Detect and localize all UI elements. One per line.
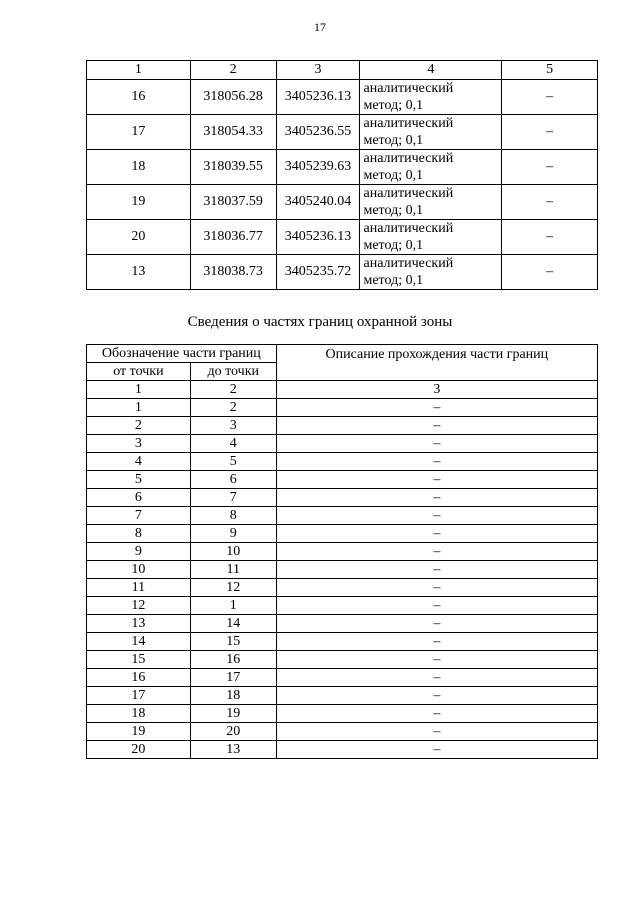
table-row bbox=[87, 615, 598, 633]
table-row bbox=[87, 741, 598, 759]
table-cell: – bbox=[502, 255, 598, 290]
table-cell: 318056.28 bbox=[190, 80, 276, 115]
method-line: аналитический bbox=[363, 256, 454, 271]
table-row bbox=[87, 525, 598, 543]
table-cell: – bbox=[276, 633, 597, 651]
header-group-cell: Обозначение части границ bbox=[87, 345, 277, 363]
table-cell: 318036.77 bbox=[190, 220, 276, 255]
table-row bbox=[87, 687, 598, 705]
table-cell: 3405236.13 bbox=[276, 80, 360, 115]
table-row bbox=[87, 489, 598, 507]
method-line: метод; 0,1 bbox=[363, 168, 424, 183]
column-number: 3 bbox=[276, 381, 597, 399]
table-row bbox=[87, 633, 598, 651]
table-cell: – bbox=[276, 705, 597, 723]
method-cell bbox=[360, 150, 502, 185]
table-cell: 18 bbox=[87, 150, 191, 185]
table-row bbox=[87, 579, 598, 597]
table-row bbox=[87, 597, 598, 615]
table-cell: 16 bbox=[190, 651, 276, 669]
table-cell: 19 bbox=[87, 185, 191, 220]
table-cell: 13 bbox=[87, 615, 191, 633]
table-cell: – bbox=[276, 651, 597, 669]
table-cell: 7 bbox=[190, 489, 276, 507]
table-cell: 12 bbox=[87, 597, 191, 615]
method-line: аналитический bbox=[363, 116, 454, 131]
table-cell: 3405240.04 bbox=[276, 185, 360, 220]
table-cell: 318037.59 bbox=[190, 185, 276, 220]
method-cell bbox=[360, 220, 502, 255]
table-cell: 3405236.13 bbox=[276, 220, 360, 255]
table-cell: 318039.55 bbox=[190, 150, 276, 185]
table-row bbox=[87, 723, 598, 741]
table-row bbox=[87, 471, 598, 489]
table-cell: 11 bbox=[190, 561, 276, 579]
table-cell: 1 bbox=[190, 597, 276, 615]
table-row bbox=[87, 669, 598, 687]
table-cell: 20 bbox=[190, 723, 276, 741]
table-cell: 17 bbox=[87, 115, 191, 150]
table-header-row bbox=[87, 345, 598, 363]
table-cell: 15 bbox=[87, 651, 191, 669]
table-header-row bbox=[87, 61, 598, 80]
header-from-cell: от точки bbox=[87, 363, 191, 381]
table-cell: 19 bbox=[190, 705, 276, 723]
table-cell: 3405235.72 bbox=[276, 255, 360, 290]
table-row bbox=[87, 507, 598, 525]
table-row bbox=[87, 255, 598, 290]
table-cell: – bbox=[502, 220, 598, 255]
header-to-cell: до точки bbox=[190, 363, 276, 381]
table-row bbox=[87, 453, 598, 471]
table-cell: 11 bbox=[87, 579, 191, 597]
table-cell: 12 bbox=[190, 579, 276, 597]
table-cell: 3405236.55 bbox=[276, 115, 360, 150]
table-cell: 14 bbox=[87, 633, 191, 651]
method-line: аналитический bbox=[363, 221, 454, 236]
table-cell: 5 bbox=[87, 471, 191, 489]
method-line: метод; 0,1 bbox=[363, 98, 424, 113]
table-cell: – bbox=[502, 185, 598, 220]
table-cell: 318054.33 bbox=[190, 115, 276, 150]
method-cell bbox=[360, 255, 502, 290]
column-number: 2 bbox=[190, 381, 276, 399]
table-cell: 2 bbox=[87, 417, 191, 435]
table-number-row bbox=[87, 381, 598, 399]
table-cell: – bbox=[276, 435, 597, 453]
table-row bbox=[87, 705, 598, 723]
table-cell: 18 bbox=[87, 705, 191, 723]
table-cell: – bbox=[276, 471, 597, 489]
coordinates-table bbox=[86, 60, 598, 290]
method-line: аналитический bbox=[363, 186, 454, 201]
table-cell: 14 bbox=[190, 615, 276, 633]
method-cell bbox=[360, 80, 502, 115]
table-row bbox=[87, 115, 598, 150]
table-row bbox=[87, 399, 598, 417]
table-cell: 13 bbox=[87, 255, 191, 290]
table-cell: – bbox=[276, 723, 597, 741]
column-header: 5 bbox=[502, 61, 598, 80]
table-cell: 6 bbox=[87, 489, 191, 507]
table-cell: 9 bbox=[190, 525, 276, 543]
header-description-cell: Описание прохождения части границ bbox=[276, 345, 597, 381]
table-row bbox=[87, 417, 598, 435]
table-cell: – bbox=[276, 507, 597, 525]
table-cell: 8 bbox=[190, 507, 276, 525]
table-row bbox=[87, 150, 598, 185]
table-cell: 20 bbox=[87, 220, 191, 255]
table-cell: – bbox=[276, 687, 597, 705]
table-cell: – bbox=[276, 669, 597, 687]
method-line: метод; 0,1 bbox=[363, 133, 424, 148]
column-header: 1 bbox=[87, 61, 191, 80]
table-cell: 318038.73 bbox=[190, 255, 276, 290]
table-cell: 4 bbox=[87, 453, 191, 471]
table-row bbox=[87, 435, 598, 453]
table-cell: 5 bbox=[190, 453, 276, 471]
table-cell: – bbox=[276, 615, 597, 633]
table-cell: 3405239.63 bbox=[276, 150, 360, 185]
table-cell: 7 bbox=[87, 507, 191, 525]
table-cell: 8 bbox=[87, 525, 191, 543]
table-row bbox=[87, 543, 598, 561]
table-cell: 20 bbox=[87, 741, 191, 759]
table-cell: 15 bbox=[190, 633, 276, 651]
page-number: 17 bbox=[314, 20, 326, 34]
column-header: 4 bbox=[360, 61, 502, 80]
table-cell: 3 bbox=[190, 417, 276, 435]
table-cell: – bbox=[276, 561, 597, 579]
table-cell: 19 bbox=[87, 723, 191, 741]
table-cell: – bbox=[276, 525, 597, 543]
table-row bbox=[87, 561, 598, 579]
section-title: Сведения о частях границ охранной зоны bbox=[187, 314, 453, 330]
table-cell: 3 bbox=[87, 435, 191, 453]
table-cell: – bbox=[276, 741, 597, 759]
method-line: аналитический bbox=[363, 151, 454, 166]
table-cell: 13 bbox=[190, 741, 276, 759]
boundary-parts-table bbox=[86, 344, 598, 759]
table-row bbox=[87, 651, 598, 669]
table-cell: – bbox=[276, 453, 597, 471]
table-cell: 9 bbox=[87, 543, 191, 561]
table-cell: – bbox=[502, 80, 598, 115]
table-cell: 18 bbox=[190, 687, 276, 705]
method-line: аналитический bbox=[363, 81, 454, 96]
table-row bbox=[87, 80, 598, 115]
table-cell: 17 bbox=[87, 687, 191, 705]
table-cell: 1 bbox=[87, 399, 191, 417]
method-line: метод; 0,1 bbox=[363, 273, 424, 288]
table-row bbox=[87, 220, 598, 255]
table-cell: – bbox=[276, 417, 597, 435]
table-cell: 16 bbox=[87, 80, 191, 115]
table-cell: – bbox=[276, 579, 597, 597]
method-line: метод; 0,1 bbox=[363, 238, 424, 253]
method-cell bbox=[360, 115, 502, 150]
method-cell bbox=[360, 185, 502, 220]
column-number: 1 bbox=[87, 381, 191, 399]
table-cell: – bbox=[276, 399, 597, 417]
column-header: 3 bbox=[276, 61, 360, 80]
table-cell: – bbox=[276, 489, 597, 507]
table-cell: – bbox=[276, 597, 597, 615]
table-cell: 6 bbox=[190, 471, 276, 489]
table-cell: 17 bbox=[190, 669, 276, 687]
table-cell: 16 bbox=[87, 669, 191, 687]
table-cell: 10 bbox=[87, 561, 191, 579]
table-cell: 10 bbox=[190, 543, 276, 561]
column-header: 2 bbox=[190, 61, 276, 80]
table-cell: 2 bbox=[190, 399, 276, 417]
table-cell: – bbox=[502, 150, 598, 185]
table-cell: – bbox=[502, 115, 598, 150]
table-cell: 4 bbox=[190, 435, 276, 453]
method-line: метод; 0,1 bbox=[363, 203, 424, 218]
table-cell: – bbox=[276, 543, 597, 561]
table-row bbox=[87, 185, 598, 220]
